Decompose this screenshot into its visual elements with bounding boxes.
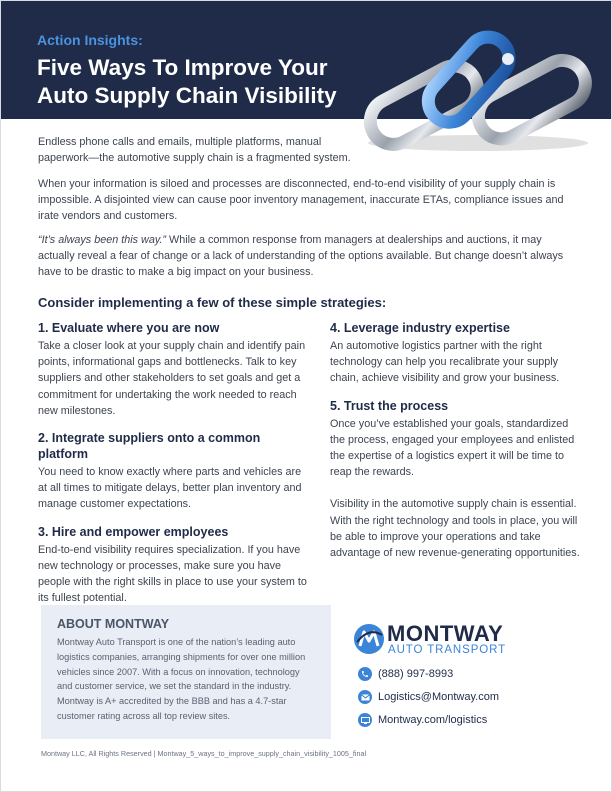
web-contact[interactable] [358, 713, 487, 727]
strategy-item [330, 320, 580, 387]
strategies-column-right [330, 320, 580, 561]
strategies-heading: Consider implementing a few of these simple strategies: [38, 295, 387, 310]
strategy-title: 4. Leverage industry expertise [330, 321, 510, 335]
email-address[interactable]: Logistics@Montway.com [378, 691, 499, 703]
montway-logo [353, 619, 533, 661]
strategy-body: End-to-end visibility requires specialization. If you have new technology or processes, make sure you have people with the right skills in place to use your system to its fullest potential. [38, 543, 307, 605]
quote-text: “It’s always been this way.” [38, 234, 167, 246]
strategy-item [38, 524, 308, 607]
intro-paragraph-3-rest: While a common response from managers at dealerships and auctions, it may actually reveal a fear of change or a lack of understanding of the options available. But change doesn’t always have to be drastic to make a big impact on your business. [38, 234, 564, 278]
email-icon [358, 690, 372, 704]
strategy-title: 1. Evaluate where you are now [38, 321, 220, 335]
intro-paragraph-3 [38, 232, 578, 280]
phone-icon [358, 667, 372, 681]
strategy-title: 2. Integrate suppliers onto a common platform [38, 431, 261, 462]
strategy-body: Take a closer look at your supply chain and identify pain points, informational gaps and bottlenecks. Talk to key suppliers and other stakeholders to set goals and get a commitment for undertaking the work needed to reach new milestones. [38, 340, 306, 417]
strategy-body: You need to know exactly where parts and vehicles are at all times to mitigate delays, better plan inventory and manage customer expectations. [38, 466, 302, 511]
website-link[interactable]: Montway.com/logistics [378, 714, 488, 726]
about-box [41, 605, 331, 739]
brand-name: MONTWAY [387, 621, 504, 646]
web-icon [358, 713, 372, 727]
montway-m-logo-icon [353, 623, 385, 655]
phone-contact[interactable] [358, 667, 453, 681]
brand-subtitle: AUTO TRANSPORT [388, 644, 507, 656]
intro-paragraph-2: When your information is siloed and processes are disconnected, end-to-end visibility of your supply chain is impossible. A disjointed view can cause poor inventory management, inaccurate ETAs, compliance issues and irate vendors and customers. [38, 178, 564, 222]
strategy-item [38, 430, 308, 513]
about-heading: ABOUT MONTWAY [57, 617, 170, 631]
strategy-body: An automotive logistics partner with the right technology can help you recalibrate your supply chain, achieve visibility and grow your business. [330, 340, 560, 385]
page-title: Five Ways To Improve Your Auto Supply Chain Visibility [37, 55, 337, 108]
footer-text: Montway LLC, All Rights Reserved | Montway_5_ways_to_improve_supply_chain_visibility_1005_final [41, 749, 367, 758]
strategy-title: 3. Hire and empower employees [38, 524, 229, 539]
strategy-item [38, 320, 308, 419]
kicker-label: Action Insights: [37, 32, 143, 48]
strategy-item [330, 398, 580, 481]
closing-paragraph: Visibility in the automotive supply chain is essential. With the right technology and tools in place, you will be able to improve your operations and take advantage of new revenue-generating opportunities. [330, 498, 580, 560]
intro-paragraph-1: Endless phone calls and emails, multiple platforms, manual paperwork—the automotive supply chain is a fragmented system. [38, 136, 351, 164]
phone-number[interactable]: (888) 997-8993 [378, 668, 454, 680]
strategy-body: Once you’ve established your goals, standardized the process, engaged your employees and enlisted the expertise of a logistics expert it will be time to reap the rewards. [330, 417, 575, 479]
email-contact[interactable] [358, 690, 499, 704]
strategies-column-left [38, 320, 308, 617]
chain-link-icon [356, 19, 601, 154]
strategy-title: 5. Trust the process [330, 398, 449, 413]
about-body: Montway Auto Transport is one of the nation’s leading auto logistics companies, arranging shipments for over one million vehicles since 2007. With a focus on innovation, technology and customer service, we set the standard in the industry. Montway is A+ accredited by the BBB and has a 4.7-star customer rating across all top review sites. [57, 637, 306, 721]
